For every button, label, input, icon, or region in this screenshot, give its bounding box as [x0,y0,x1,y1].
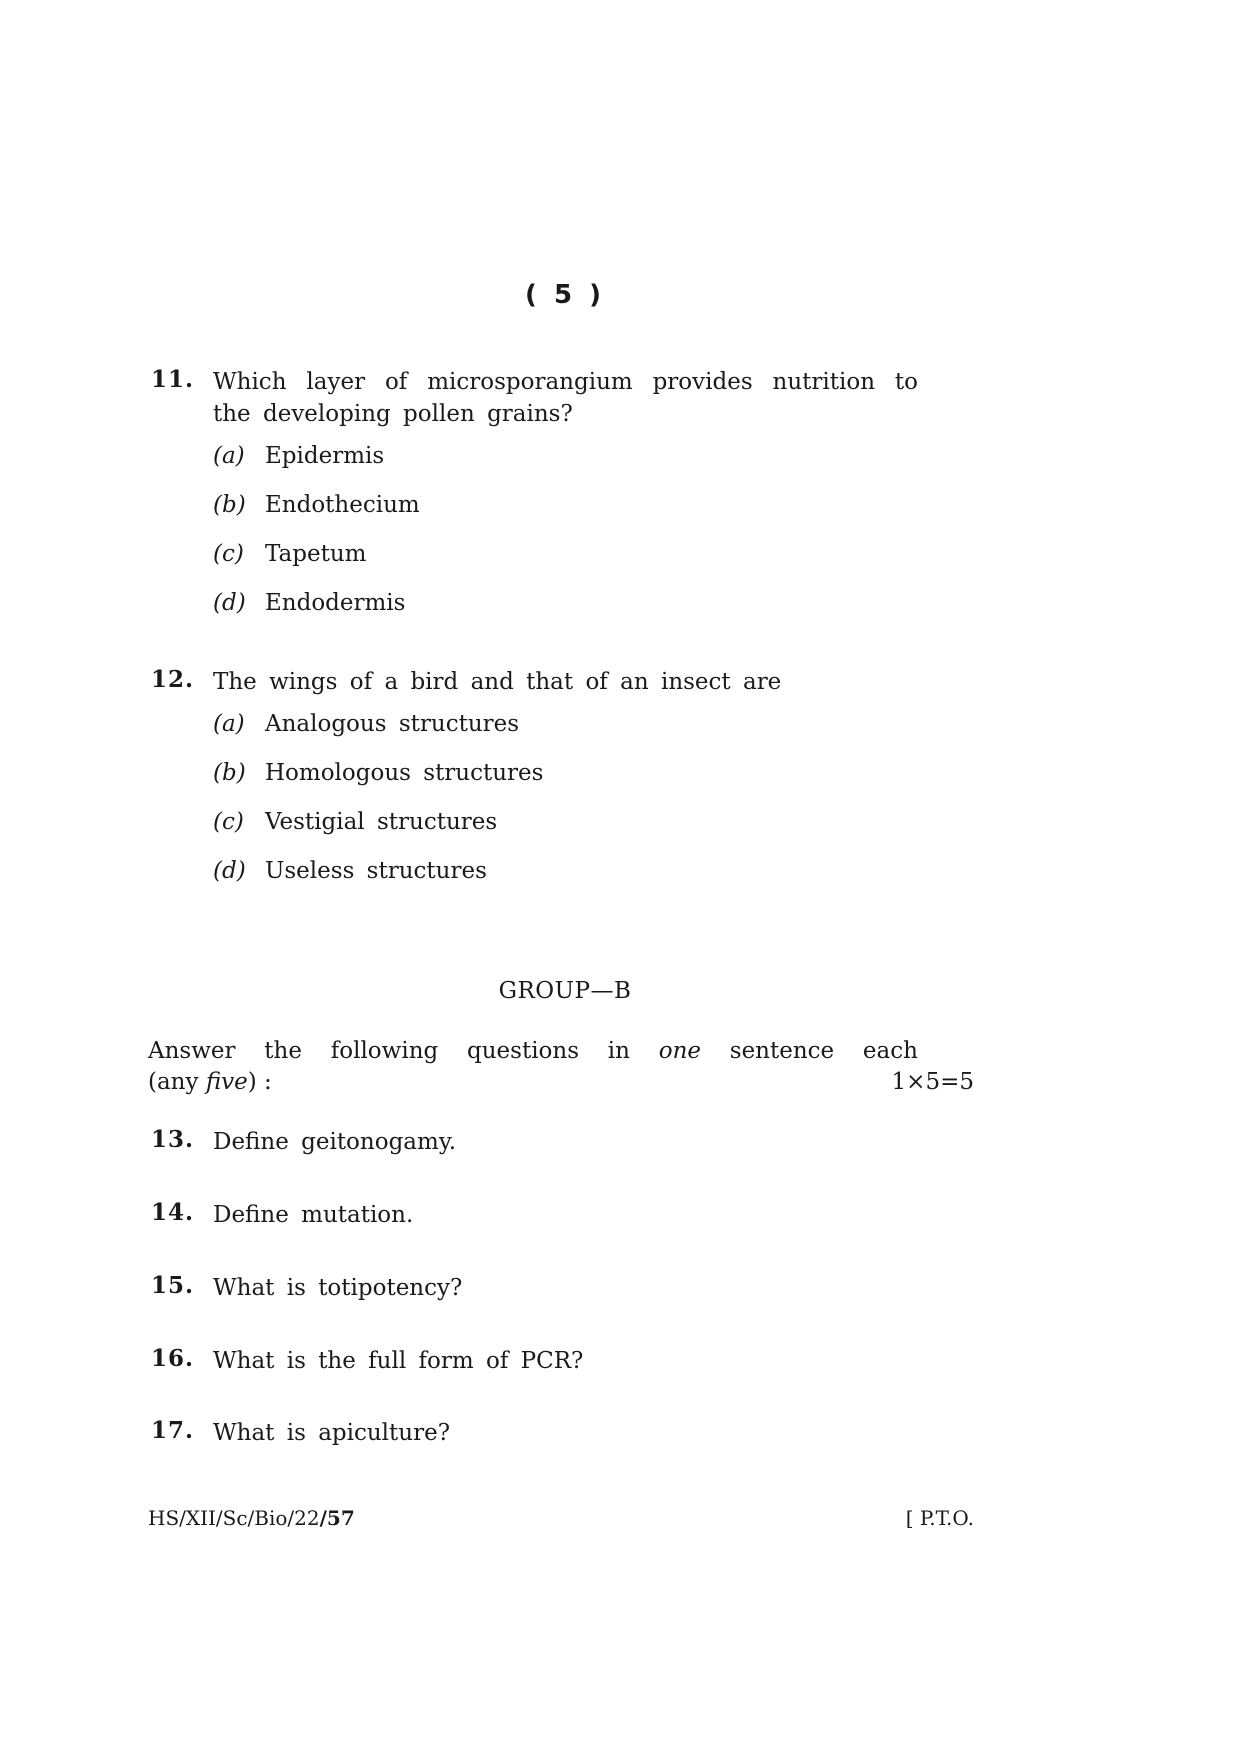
question-16 [151,1345,931,1377]
question-text: What is the full form of PCR? [213,1348,584,1374]
option-d [213,587,931,636]
please-turn-over: [ P.T.O. [905,1506,974,1530]
instruction-word: Answer [148,1038,236,1064]
option-b [213,757,931,806]
paper-code [148,1506,355,1530]
question-number: 17. [151,1417,195,1444]
question-number: 15. [151,1272,195,1299]
question-text: What is totipotency? [213,1275,463,1301]
instruction-word: following [330,1038,439,1064]
instruction-word: questions [467,1038,580,1064]
question-15 [151,1272,931,1304]
instruction-word-emphasis: one [658,1038,701,1064]
group-b-heading: GROUP—B [498,978,632,1004]
instruction-text: (any [148,1069,206,1095]
instruction-text: ) : [247,1069,272,1095]
question-number: 11. [151,366,195,393]
instruction-word: sentence [729,1038,835,1064]
option-label: (b) [213,760,246,786]
question-text: The wings of a bird and that of an insect are [213,669,782,695]
question-number: 14. [151,1199,195,1226]
option-b [213,489,931,538]
question-11 [151,366,931,636]
option-label: (a) [213,443,245,469]
options-list [213,440,931,636]
instruction-emphasis: five [205,1069,248,1095]
question-number: 12. [151,666,195,693]
group-b-instruction [148,1036,974,1098]
question-13 [151,1126,931,1158]
option-c [213,806,931,855]
question-14 [151,1199,931,1231]
paper-code-text: HS/XII/Sc/Bio/22 [148,1506,320,1530]
option-text: Epidermis [265,443,385,469]
question-text: Define mutation. [213,1202,414,1228]
paper-code-number: /57 [319,1506,355,1530]
option-text: Homologous structures [265,760,544,786]
option-c [213,538,931,587]
option-d [213,855,931,904]
option-label: (d) [213,858,246,884]
instruction-line [148,1067,974,1098]
instruction-any-five [148,1067,272,1098]
option-a [213,708,931,757]
instruction-line [148,1036,918,1067]
question-text: What is apiculture? [213,1420,451,1446]
question-number: 16. [151,1345,195,1372]
question-text: Define geitonogamy. [213,1129,457,1155]
question-number: 13. [151,1126,195,1153]
option-label: (b) [213,492,246,518]
instruction-word: the [264,1038,302,1064]
question-text: Which layer of microsporangium provides nutrition to the developing pollen grains? [213,369,918,427]
page-number: ( 5 ) [525,280,605,310]
option-label: (a) [213,711,245,737]
option-text: Endothecium [265,492,420,518]
option-text: Useless structures [265,858,487,884]
instruction-word: each [862,1038,918,1064]
option-text: Tapetum [265,541,367,567]
option-label: (c) [213,809,244,835]
option-a [213,440,931,489]
option-text: Endodermis [265,590,406,616]
question-17 [151,1417,931,1449]
option-text: Vestigial structures [265,809,498,835]
option-text: Analogous structures [265,711,520,737]
question-12 [151,666,931,904]
marks-allocation: 1×5=5 [891,1069,974,1095]
instruction-word: in [607,1038,630,1064]
option-label: (d) [213,590,246,616]
option-label: (c) [213,541,244,567]
options-list [213,708,931,904]
